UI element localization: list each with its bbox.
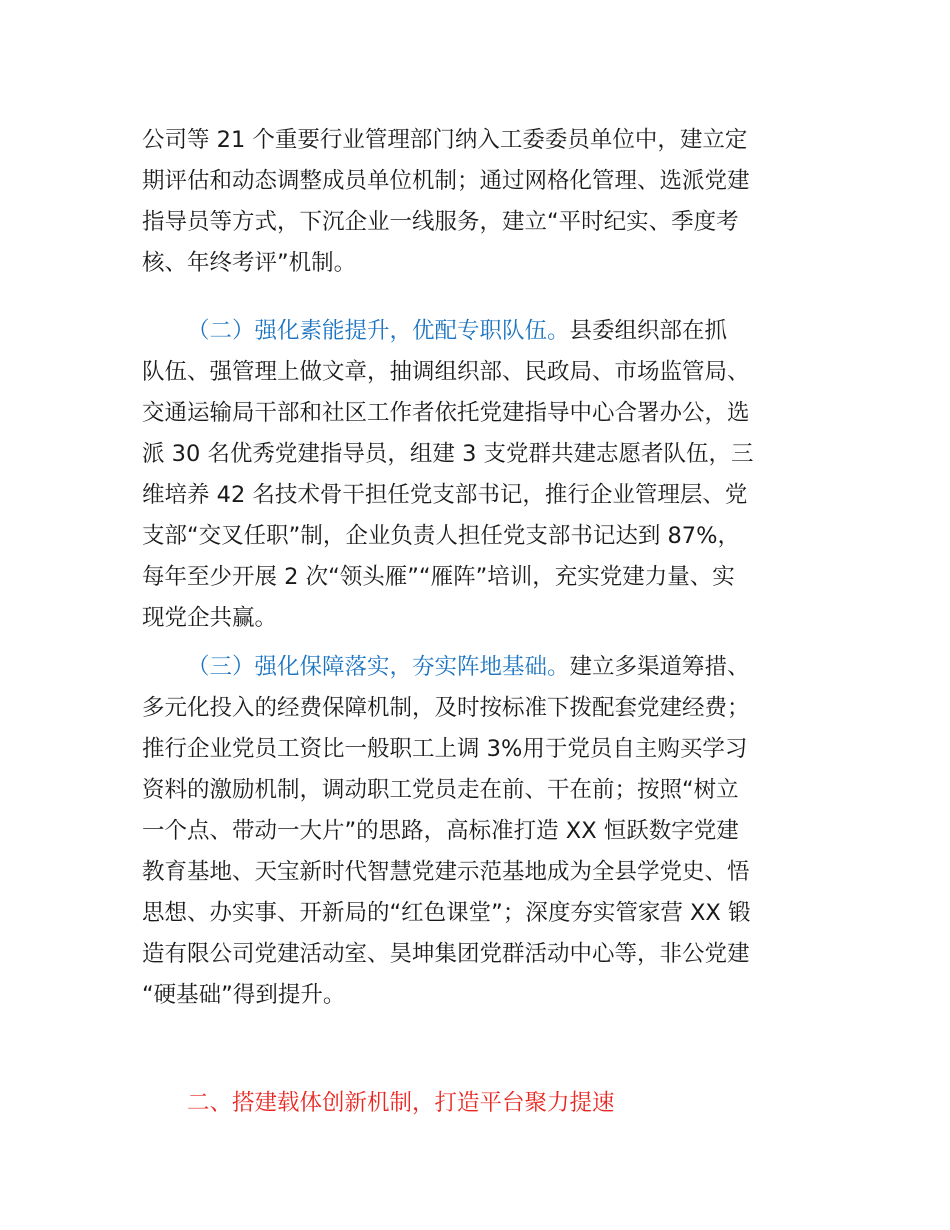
text-line: 支部“交叉任职”制，企业负责人担任党支部书记达到 87%， bbox=[142, 523, 740, 549]
text-run: 建立多渠道筹措、 bbox=[569, 654, 750, 680]
paragraph-first-line bbox=[142, 647, 812, 688]
text-line: 维培养 42 名技术骨干担任党支部书记，推行企业管理层、党 bbox=[142, 482, 748, 508]
text-line: “硬基础”得到提升。 bbox=[142, 982, 346, 1008]
paragraph-1 bbox=[142, 120, 812, 284]
text-line: 一个点、带动一大片”的思路，高标准打造 XX 恒跃数字党建 bbox=[142, 818, 739, 844]
text-run: 县委组织部在抓 bbox=[569, 318, 728, 344]
text-line: 造有限公司党建活动室、昊坤集团党群活动中心等，非公党建 bbox=[142, 941, 750, 967]
text-line: 派 30 名优秀党建指导员，组建 3 支党群共建志愿者队伍，三 bbox=[142, 441, 754, 467]
text-line: 期评估和动态调整成员单位机制；通过网格化管理、选派党建 bbox=[142, 168, 750, 194]
text-line: 思想、办实事、开新局的“红色课堂”；深度夯实管家营 XX 锻 bbox=[142, 900, 751, 926]
section-heading bbox=[142, 1083, 812, 1124]
text-line: 现党企共赢。 bbox=[142, 605, 278, 631]
paragraph-first-line bbox=[142, 311, 812, 352]
text-line: 队伍、强管理上做文章，抽调组织部、民政局、市场监管局、 bbox=[142, 359, 750, 385]
text-line: 指导员等方式，下沉企业一线服务，建立“平时纪实、季度考 bbox=[142, 209, 739, 235]
paragraph-3 bbox=[142, 647, 812, 1016]
text-line: 多元化投入的经费保障机制，及时按标准下拨配套党建经费； bbox=[142, 695, 750, 721]
text-line: 公司等 21 个重要行业管理部门纳入工委委员单位中，建立定 bbox=[142, 127, 748, 153]
text-line: 教育基地、天宝新时代智慧党建示范基地成为全县学党史、悟 bbox=[142, 859, 750, 885]
text-line: 每年至少开展 2 次“领头雁”“雁阵”培训，充实党建力量、实 bbox=[142, 564, 735, 590]
subheading-3: （三）强化保障落实，夯实阵地基础。 bbox=[187, 654, 570, 680]
paragraph-2 bbox=[142, 311, 812, 639]
subheading-2: （二）强化素能提升，优配专职队伍。 bbox=[187, 318, 570, 344]
text-line: 交通运输局干部和社区工作者依托党建指导中心合署办公，选 bbox=[142, 400, 750, 426]
text-line: 推行企业党员工资比一般职工上调 3%用于党员自主购买学习 bbox=[142, 736, 748, 762]
section-heading-text: 二、搭建载体创新机制，打造平台聚力提速 bbox=[187, 1090, 615, 1116]
text-line: 资料的激励机制，调动职工党员走在前、干在前；按照“树立 bbox=[142, 777, 739, 803]
text-line: 核、年终考评”机制。 bbox=[142, 250, 357, 276]
